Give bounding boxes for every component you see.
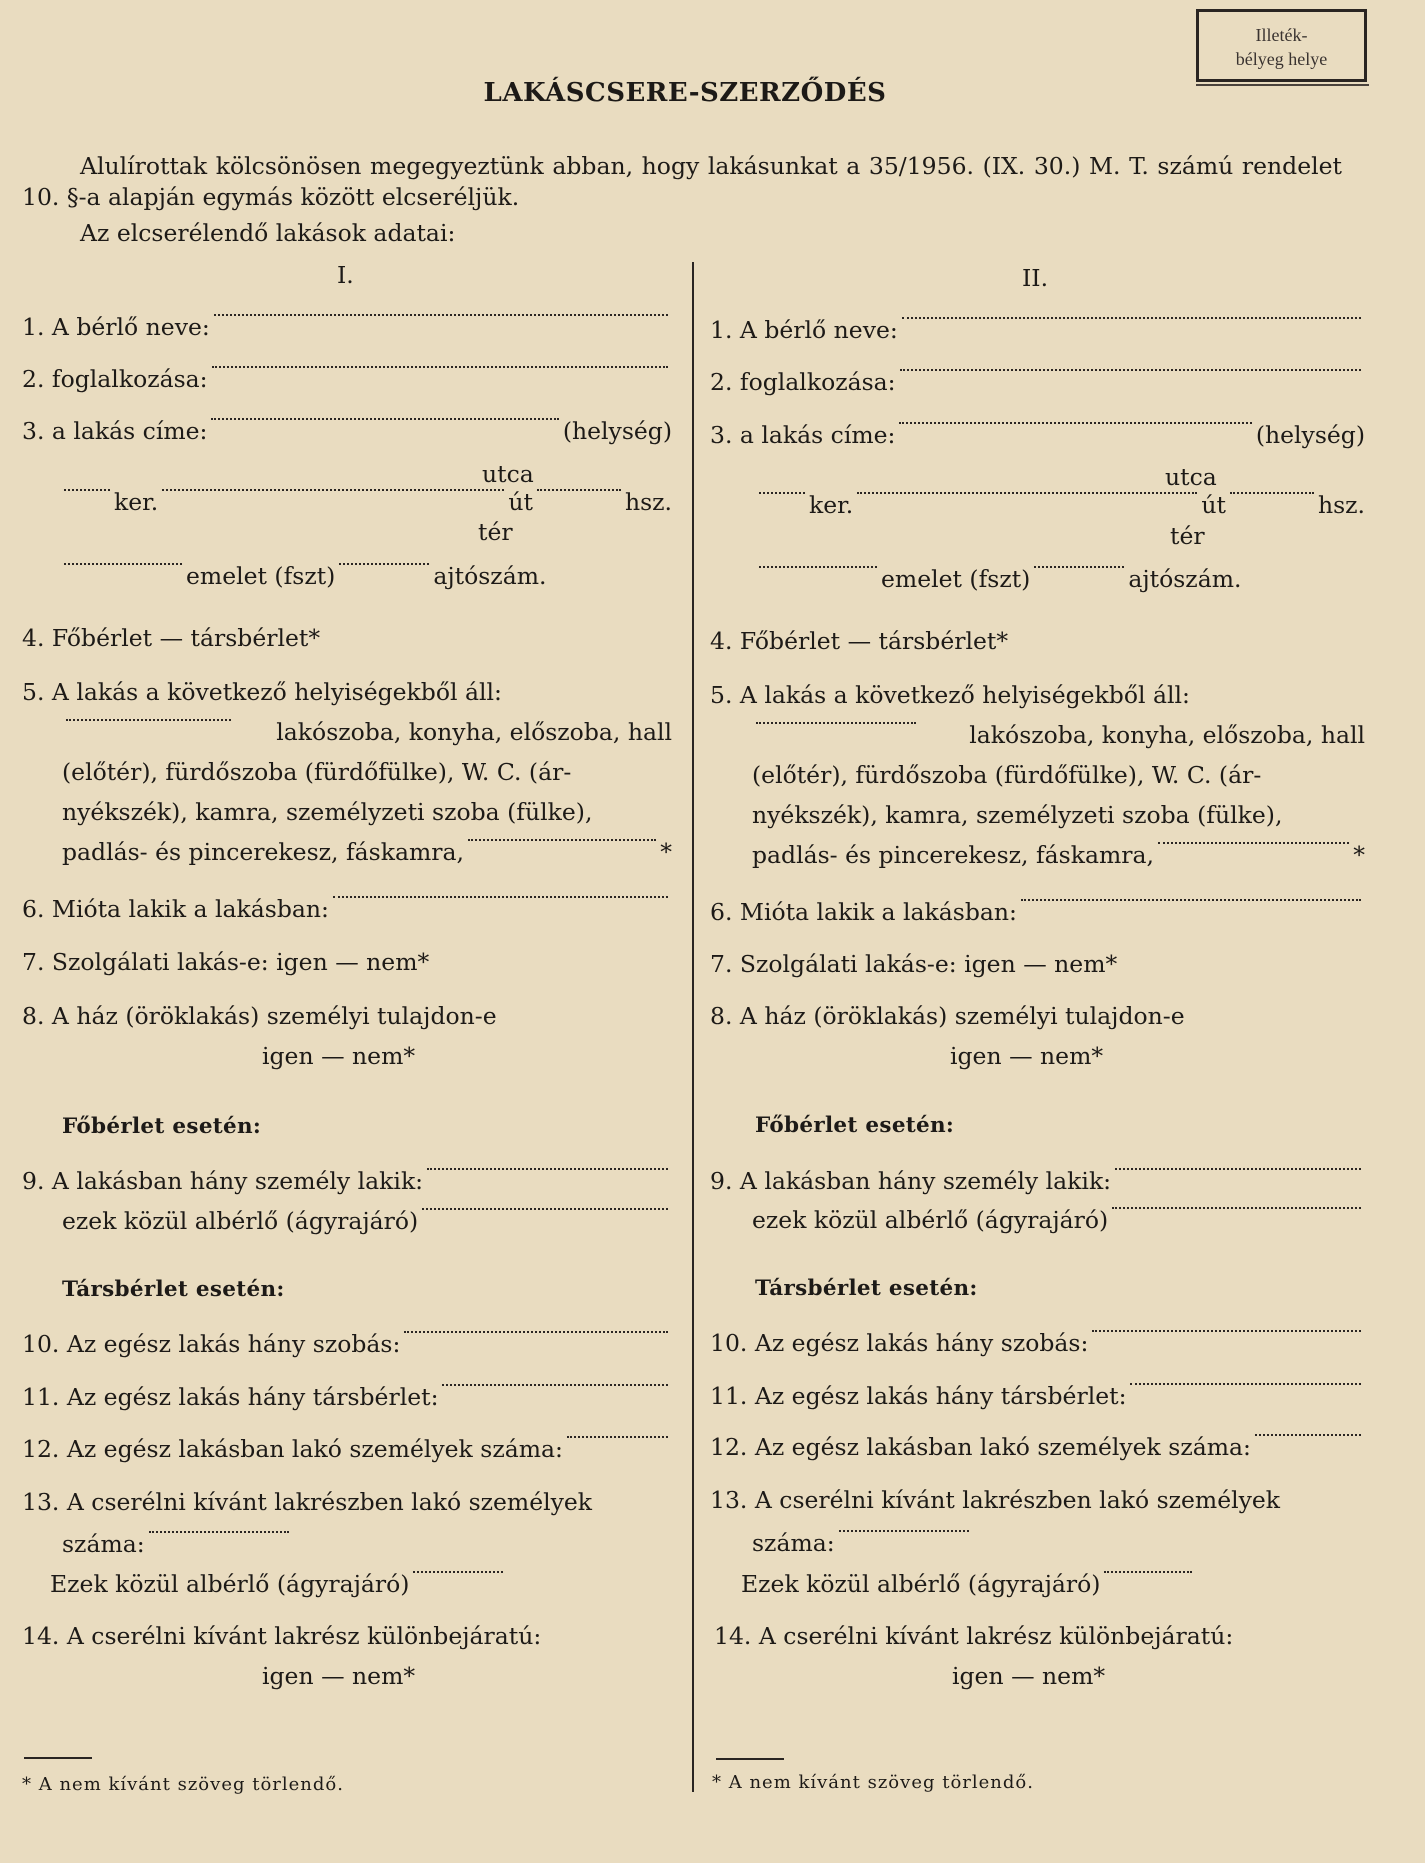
c2-label-4: 4. Főbérlet — társbérlet* — [710, 627, 1009, 655]
c1-label-14: 14. A cserélni kívánt lakrész különbejáratú: — [22, 1622, 542, 1650]
c1-field-9 — [22, 1167, 672, 1195]
c2-floor-line — [755, 565, 1241, 593]
c2-footnote-rule — [716, 1758, 784, 1760]
c1-utca: utca — [482, 460, 534, 488]
c1-label-9b: ezek közül albérlő (ágyrajáró) — [62, 1207, 419, 1235]
c1-blank-9[interactable] — [427, 1167, 668, 1170]
c2-label-5: 5. A lakás a következő helyiségekből áll: — [710, 681, 1190, 709]
c1-label-10: 10. Az egész lakás hány szobás: — [22, 1330, 401, 1358]
c1-blank-10[interactable] — [404, 1330, 668, 1333]
c1-blank-hsz[interactable] — [537, 488, 621, 491]
c2-helyseg: (helység) — [1255, 421, 1365, 449]
c2-foberlet-heading: Főbérlet esetén: — [755, 1113, 955, 1138]
c2-ter: tér — [1170, 522, 1205, 550]
c2-ker: ker. — [809, 491, 854, 519]
c1-footnote: * A nem kívánt szöveg törlendő. — [22, 1774, 344, 1795]
c2-blank-6[interactable] — [1021, 898, 1361, 901]
c2-label-9: 9. A lakásban hány személy lakik: — [710, 1167, 1112, 1195]
c2-address-line — [755, 491, 1365, 519]
c1-blank-other[interactable] — [468, 838, 656, 841]
c2-blank-street[interactable] — [857, 491, 1197, 494]
c1-blank-9b[interactable] — [422, 1207, 668, 1210]
c1-foberlet-heading: Főbérlet esetén: — [62, 1114, 262, 1139]
c1-rooms-line-4 — [62, 838, 672, 866]
c1-label-7: 7. Szolgálati lakás-e: igen — nem* — [22, 948, 430, 976]
column-1 — [22, 0, 682, 1863]
c2-label-13: 13. A cserélni kívánt lakrészben lakó személyek — [710, 1486, 1281, 1514]
c1-igen-nem-8: igen — nem* — [262, 1042, 416, 1070]
c2-field-6 — [710, 898, 1365, 926]
c1-label-1: 1. A bérlő neve: — [22, 313, 210, 341]
stamp-line-2: bélyeg helye — [1235, 49, 1328, 69]
stamp-line-1: Illeték- — [1255, 25, 1308, 45]
c2-blank-10[interactable] — [1092, 1329, 1361, 1332]
column-2-number: II. — [1022, 264, 1049, 292]
c1-star: * — [660, 838, 672, 866]
c1-blank-12[interactable] — [567, 1435, 668, 1438]
column-divider — [692, 262, 694, 1792]
c2-blank-hsz[interactable] — [1230, 491, 1314, 494]
c1-footnote-rule — [24, 1757, 92, 1759]
c2-field-11 — [710, 1382, 1365, 1410]
c2-label-11: 11. Az egész lakás hány társbérlet: — [710, 1382, 1127, 1410]
c2-utca: utca — [1165, 463, 1217, 491]
c1-helyseg: (helység) — [562, 417, 672, 445]
intro-subheading: Az elcserélendő lakások adatai: — [80, 219, 456, 247]
c2-rooms-line-4 — [752, 841, 1365, 869]
c2-field-9 — [710, 1167, 1365, 1195]
c1-blank-ker[interactable] — [64, 488, 110, 491]
c1-blank-2[interactable] — [212, 365, 668, 368]
c2-label-1: 1. A bérlő neve: — [710, 316, 898, 344]
c1-label-13b: száma: — [62, 1530, 145, 1558]
c1-ut: út — [508, 488, 533, 516]
c2-blank-other[interactable] — [1158, 841, 1349, 844]
c2-emelet: emelet (fszt) — [881, 565, 1031, 593]
c2-rooms-text-4: padlás- és pincerekesz, fáskamra, — [752, 841, 1154, 869]
c1-label-13c: Ezek közül albérlő (ágyrajáró) — [50, 1570, 410, 1598]
c2-star: * — [1353, 841, 1365, 869]
c2-blank-rooms[interactable] — [756, 721, 916, 724]
c2-blank-9[interactable] — [1115, 1167, 1361, 1170]
c2-rooms-text-2: (előtér), fürdőszoba (fürdőfülke), W. C. (ár- — [752, 761, 1262, 789]
c2-blank-emelet[interactable] — [759, 565, 877, 568]
c2-label-2: 2. foglalkozása: — [710, 368, 896, 396]
c2-footnote: * A nem kívánt szöveg törlendő. — [712, 1772, 1034, 1793]
c2-ajtoszam: ajtószám. — [1128, 565, 1242, 593]
c1-field-10 — [22, 1330, 672, 1358]
c2-igen-nem-14: igen — nem* — [952, 1662, 1106, 1690]
c1-label-2: 2. foglalkozása: — [22, 365, 208, 393]
c2-field-9b — [752, 1206, 1365, 1234]
c1-blank-11[interactable] — [442, 1383, 668, 1386]
c1-field-6 — [22, 895, 672, 923]
intro-text: Alulírottak kölcsönösen megegyeztünk abban, hogy lakásunkat a 35/1956. (IX. 30.) M. T. számú rendelet 10. §-a alapján egymás között elcseréljük. — [22, 152, 1342, 211]
c1-emelet: emelet (fszt) — [186, 562, 336, 590]
c2-label-10: 10. Az egész lakás hány szobás: — [710, 1329, 1089, 1357]
c2-rooms-text-3: nyékszék), kamra, személyzeti szoba (fülke), — [752, 801, 1283, 829]
c1-label-6: 6. Mióta lakik a lakásban: — [22, 895, 329, 923]
c1-rooms-text-1: lakószoba, konyha, előszoba, hall — [276, 718, 672, 746]
c1-ter: tér — [478, 518, 513, 546]
c1-tarsberlet-heading: Társbérlet esetén: — [62, 1277, 285, 1302]
c2-blank-ker[interactable] — [759, 491, 805, 494]
c1-label-9: 9. A lakásban hány személy lakik: — [22, 1167, 424, 1195]
c1-rooms-text-3: nyékszék), kamra, személyzeti szoba (fülke), — [62, 798, 593, 826]
c1-rooms-text-4: padlás- és pincerekesz, fáskamra, — [62, 838, 464, 866]
c1-field-3 — [22, 417, 672, 445]
c2-field-2 — [710, 368, 1365, 396]
c2-blank-2[interactable] — [900, 368, 1361, 371]
c2-label-13b: száma: — [752, 1529, 835, 1557]
c2-field-13b — [752, 1529, 973, 1557]
c2-field-3 — [710, 421, 1365, 449]
c2-label-14: 14. A cserélni kívánt lakrész különbejáratú: — [714, 1622, 1234, 1650]
c2-blank-1[interactable] — [902, 316, 1361, 319]
c1-rooms-text-2: (előtér), fürdőszoba (fürdőfülke), W. C. (ár- — [62, 758, 572, 786]
c2-blank-9b[interactable] — [1112, 1206, 1361, 1209]
c1-field-1 — [22, 313, 672, 341]
c1-address-line — [60, 488, 672, 516]
c1-label-12: 12. Az egész lakásban lakó személyek száma: — [22, 1435, 563, 1463]
c1-label-5: 5. A lakás a következő helyiségekből áll: — [22, 678, 502, 706]
c1-label-3: 3. a lakás címe: — [22, 417, 208, 445]
c1-blank-6[interactable] — [333, 895, 668, 898]
c2-blank-ajto[interactable] — [1034, 565, 1124, 568]
c2-igen-nem-8: igen — nem* — [950, 1042, 1104, 1070]
c2-rooms-text-1: lakószoba, konyha, előszoba, hall — [969, 721, 1365, 749]
c2-rooms-line-1 — [752, 721, 1365, 749]
c1-label-8: 8. A ház (öröklakás) személyi tulajdon-e — [22, 1002, 497, 1030]
c1-field-13b — [62, 1530, 293, 1558]
c1-floor-line — [60, 562, 546, 590]
c1-blank-ajto[interactable] — [339, 562, 429, 565]
document-title: LAKÁSCSERE-SZERZŐDÉS — [483, 78, 887, 108]
c1-ajtoszam: ajtószám. — [433, 562, 547, 590]
column-2 — [710, 0, 1370, 1863]
c1-blank-13b[interactable] — [149, 1530, 289, 1533]
c2-hsz: hsz. — [1317, 491, 1365, 519]
c1-blank-emelet[interactable] — [64, 562, 182, 565]
c1-field-2 — [22, 365, 672, 393]
c1-label-4: 4. Főbérlet — társbérlet* — [22, 624, 321, 652]
c2-label-6: 6. Mióta lakik a lakásban: — [710, 898, 1017, 926]
c1-hsz: hsz. — [624, 488, 672, 516]
c2-tarsberlet-heading: Társbérlet esetén: — [755, 1276, 978, 1301]
c2-field-1 — [710, 316, 1365, 344]
c1-blank-street[interactable] — [162, 488, 504, 491]
c1-igen-nem-14: igen — nem* — [262, 1662, 416, 1690]
c1-label-13: 13. A cserélni kívánt lakrészben lakó személyek — [22, 1488, 593, 1516]
c2-label-13c: Ezek közül albérlő (ágyrajáró) — [741, 1570, 1101, 1598]
c2-blank-12[interactable] — [1255, 1433, 1361, 1436]
column-1-number: I. — [337, 261, 354, 289]
c1-field-12 — [22, 1435, 672, 1463]
c1-field-11 — [22, 1383, 672, 1411]
c1-blank-1[interactable] — [214, 313, 668, 316]
c2-label-9b: ezek közül albérlő (ágyrajáró) — [752, 1206, 1109, 1234]
c1-field-13c — [50, 1570, 507, 1598]
c1-ker: ker. — [114, 488, 159, 516]
c2-blank-13b[interactable] — [839, 1529, 969, 1532]
c2-blank-3[interactable] — [899, 421, 1251, 424]
c1-blank-3[interactable] — [211, 417, 558, 420]
c2-blank-11[interactable] — [1130, 1382, 1361, 1385]
c2-blank-13c[interactable] — [1104, 1570, 1192, 1573]
c1-rooms-line-1 — [62, 718, 672, 746]
c2-label-12: 12. Az egész lakásban lakó személyek száma: — [710, 1433, 1251, 1461]
c2-label-7: 7. Szolgálati lakás-e: igen — nem* — [710, 950, 1118, 978]
c1-label-11: 11. Az egész lakás hány társbérlet: — [22, 1383, 439, 1411]
c2-label-3: 3. a lakás címe: — [710, 421, 896, 449]
c2-ut: út — [1201, 491, 1226, 519]
c2-label-8: 8. A ház (öröklakás) személyi tulajdon-e — [710, 1002, 1185, 1030]
c2-field-12 — [710, 1433, 1365, 1461]
c1-field-9b — [62, 1207, 672, 1235]
c2-field-13c — [741, 1570, 1196, 1598]
c2-field-10 — [710, 1329, 1365, 1357]
c1-blank-13c[interactable] — [413, 1570, 503, 1573]
c1-blank-rooms[interactable] — [66, 718, 231, 721]
